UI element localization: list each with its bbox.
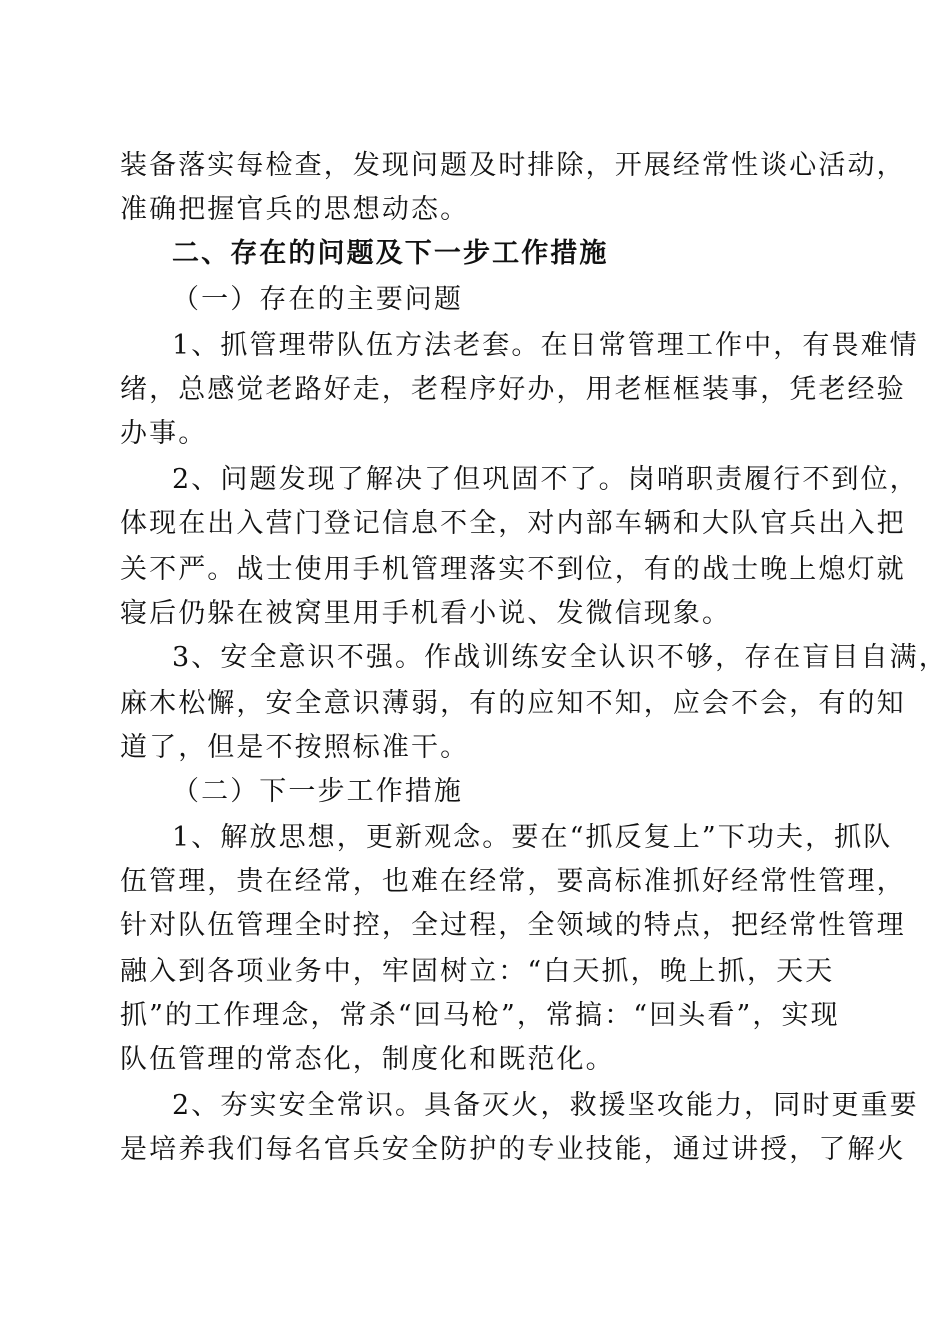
body-text-line: 寝后仍躲在被窝里用手机看小说、发微信现象。 bbox=[120, 598, 732, 629]
body-text-line: 装备落实每检查，发现问题及时排除，开展经常性谈心活动， bbox=[120, 150, 906, 181]
body-text-line: 队伍管理的常态化，制度化和既范化。 bbox=[120, 1044, 615, 1075]
body-text-line: 体现在出入营门登记信息不全，对内部车辆和大队官兵出入把 bbox=[120, 508, 906, 539]
section-heading: 二、存在的问题及下一步工作措施 bbox=[172, 238, 609, 269]
body-text-line: 2、夯实安全常识。具备灭火，救援坚攻能力，同时更重要 bbox=[172, 1090, 919, 1121]
body-text-line: 绪，总感觉老路好走，老程序好办，用老框框装事，凭老经验 bbox=[120, 374, 906, 405]
body-text-line: 道了，但是不按照标准干。 bbox=[120, 732, 470, 763]
body-text-line: 抓”的工作理念，常杀“回马枪”，常搞：“回头看”，实现 bbox=[120, 1000, 840, 1031]
body-text-line: 是培养我们每名官兵安全防护的专业技能，通过讲授，了解火 bbox=[120, 1134, 906, 1165]
body-text-line: 伍管理，贵在经常，也难在经常，要高标准抓好经常性管理， bbox=[120, 866, 906, 897]
body-text-line: 针对队伍管理全时控，全过程，全领域的特点，把经常性管理 bbox=[120, 910, 906, 941]
subsection-heading: （一）存在的主要问题 bbox=[172, 284, 463, 315]
body-text-line: 麻木松懈，安全意识薄弱，有的应知不知，应会不会，有的知 bbox=[120, 688, 906, 719]
body-text-line: 2、问题发现了解决了但巩固不了。岗哨职责履行不到位， bbox=[172, 464, 919, 495]
body-text-line: 准确把握官兵的思想动态。 bbox=[120, 194, 470, 225]
subsection-heading: （二）下一步工作措施 bbox=[172, 776, 463, 807]
body-text-line: 3、安全意识不强。作战训练安全认识不够，存在盲目自满， bbox=[172, 642, 948, 673]
body-text-line: 融入到各项业务中，牢固树立：“白天抓，晚上抓，天天 bbox=[120, 956, 835, 987]
body-text-line: 1、抓管理带队伍方法老套。在日常管理工作中，有畏难情 bbox=[172, 330, 919, 361]
body-text-line: 办事。 bbox=[120, 418, 208, 449]
body-text-line: 1、解放思想，更新观念。要在“抓反复上”下功夫，抓队 bbox=[172, 822, 893, 853]
body-text-line: 关不严。战士使用手机管理落实不到位，有的战士晚上熄灯就 bbox=[120, 554, 906, 585]
